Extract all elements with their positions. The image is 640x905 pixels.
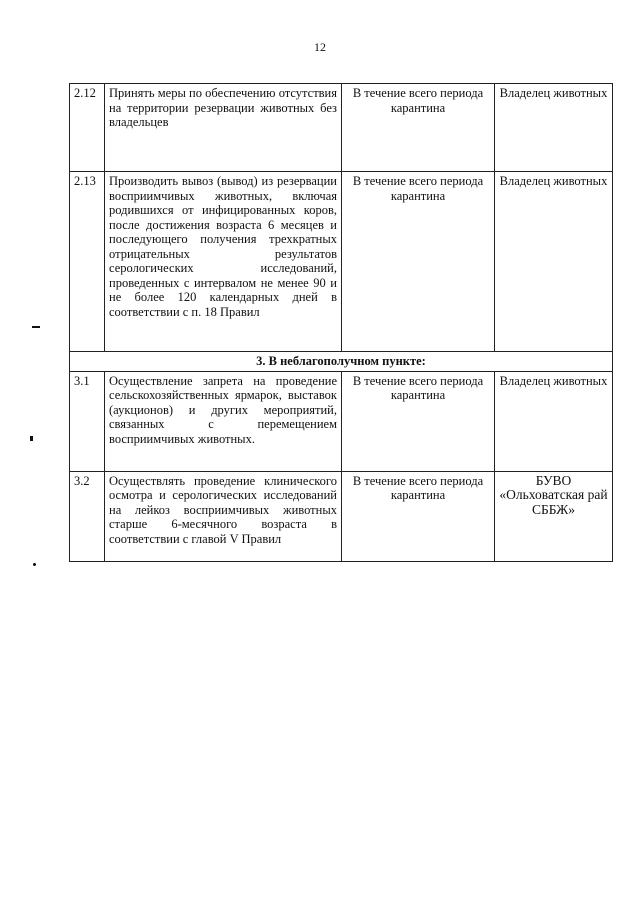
row-responsible xyxy=(495,471,613,561)
page-number: 12 xyxy=(314,40,326,54)
row-term: В течение всего периода карантина xyxy=(342,471,495,561)
responsible-org-line2: «Ольховатская рай СББЖ» xyxy=(499,487,608,517)
row-number: 2.12 xyxy=(70,84,105,172)
row-action: Осуществлять проведение клинического осмотра и серологических исследований на лейкоз восприимчивых животных старше 6-месячного возраста в соответствии с главой V Правил xyxy=(105,471,342,561)
section-header-row xyxy=(70,352,613,372)
scan-mark xyxy=(30,436,33,441)
row-responsible: Владелец животных xyxy=(495,172,613,352)
table-row xyxy=(70,84,613,172)
row-number: 2.13 xyxy=(70,172,105,352)
scan-mark xyxy=(33,563,36,566)
row-term: В течение всего периода карантина xyxy=(342,371,495,471)
section-title: 3. В неблагополучном пункте: xyxy=(70,352,613,372)
row-responsible: Владелец животных xyxy=(495,371,613,471)
row-responsible: Владелец животных xyxy=(495,84,613,172)
scan-mark xyxy=(32,326,40,328)
measures-table xyxy=(69,83,613,562)
row-term: В течение всего периода карантина xyxy=(342,84,495,172)
responsible-org-line1: БУВО xyxy=(535,472,572,488)
row-action: Принять меры по обеспечению отсутствия на территории резервации животных без владельцев xyxy=(105,84,342,172)
row-number: 3.1 xyxy=(70,371,105,471)
row-action: Производить вывоз (вывод) из резервации восприимчивых животных, включая родившихся от инфицированных коров, после достижения возраста 6 месяцев и последующего получения трехкратных отрицательных результатов серологических исследований, проведенных с интервалом не менее 90 и не более 120 календарных дней в соответствии с п. 18 Правил xyxy=(105,172,342,352)
table-row xyxy=(70,172,613,352)
row-action: Осуществление запрета на проведение сельскохозяйственных ярмарок, выставок (аукционов) и других мероприятий, связанных с перемещением восприимчивых животных. xyxy=(105,371,342,471)
table-row xyxy=(70,371,613,471)
row-number: 3.2 xyxy=(70,471,105,561)
table-row xyxy=(70,471,613,561)
row-term: В течение всего периода карантина xyxy=(342,172,495,352)
